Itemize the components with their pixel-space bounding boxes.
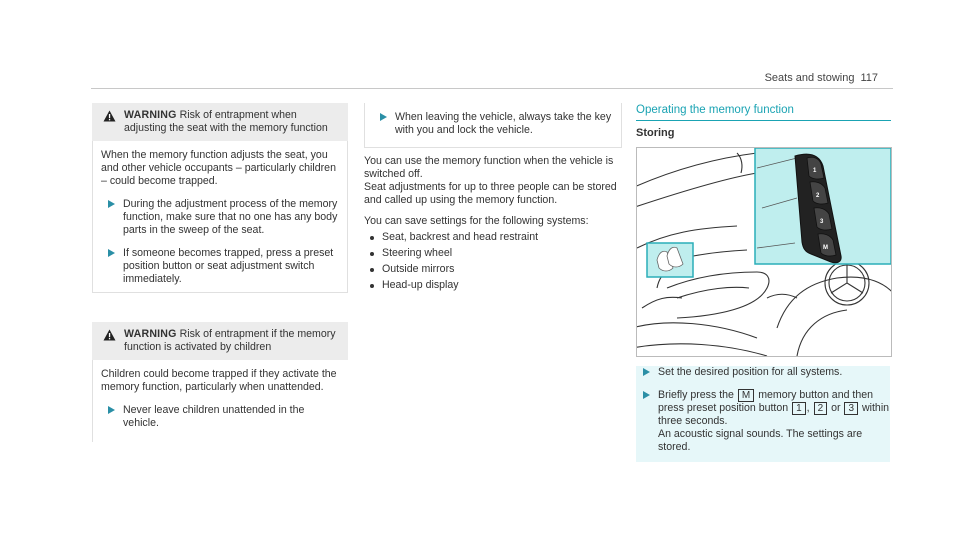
- memory-button-figure: [636, 147, 892, 357]
- door-panel-illustration: [637, 148, 891, 356]
- tip-step: When leaving the vehicle, always take the key with you and lock the vehicle.: [373, 111, 613, 137]
- arrow-icon: [108, 249, 115, 257]
- warning-body: [92, 360, 348, 442]
- preset-key-2: 2: [814, 402, 828, 415]
- section-title: Operating the memory function: [636, 104, 794, 116]
- list-item: Head-up display: [364, 279, 618, 292]
- warning-header: [92, 103, 348, 141]
- header-section: Seats and stowing: [764, 72, 855, 84]
- memory-key: M: [738, 389, 754, 402]
- memory-button-m-label: M: [823, 245, 828, 251]
- memory-intro: You can use the memory function when the vehicle is switched off. Seat adjustments for up to three people can be stored and called up using the memory function. You can save settings for the following systems: Seat, backrest and head restraint Steering wheel Outside mirrors Head-up display: [364, 155, 617, 291]
- arrow-icon: [380, 113, 387, 121]
- warning-step: If someone becomes trapped, press a preset position button or seat adjustment switch immediately.: [101, 247, 339, 286]
- warning-step: Never leave children unattended in the vehicle.: [101, 404, 340, 430]
- preset-key-3: 3: [844, 402, 858, 415]
- storing-step-2: Briefly press the M memory button and then press preset position button 1 , 2 or 3 within three seconds. An acoustic signal sounds. The settings are stored.: [636, 389, 890, 454]
- warning-title: Risk of entrapment when adjusting the seat with the memory function: [124, 109, 328, 134]
- warning-text: Children could become trapped if they activate the memory function, particularly when unattended.: [101, 368, 337, 393]
- memory-button-2-label: 2: [816, 193, 820, 199]
- list-item: Outside mirrors: [364, 263, 618, 276]
- page-number: 117: [860, 72, 878, 84]
- memory-button-1-label: 1: [813, 168, 817, 174]
- storing-steps: [636, 366, 890, 462]
- memory-button-3-label: 3: [820, 219, 824, 225]
- warning-label: WARNING: [124, 328, 177, 340]
- warning-body: [92, 141, 348, 293]
- warning-label: WARNING: [124, 109, 177, 121]
- running-header: [765, 72, 878, 84]
- arrow-icon: [643, 368, 650, 376]
- warning-box-entrapment-children: [92, 322, 348, 442]
- warning-header: [92, 322, 348, 360]
- warning-text: When the memory function adjusts the seat, you and other vehicle occupants – particularly children – could become trapped.: [101, 149, 336, 187]
- storing-step-1: Set the desired position for all systems.: [636, 366, 890, 379]
- subsection-title: Storing: [636, 127, 675, 139]
- warning-icon: [103, 329, 116, 341]
- warning-title: Risk of entrapment if the memory function is activated by children: [124, 328, 336, 353]
- warning-step: During the adjustment process of the memory function, make sure that no one has any body parts in the sweep of the seat.: [101, 198, 339, 237]
- warning-icon: [103, 110, 116, 122]
- arrow-icon: [108, 200, 115, 208]
- preset-key-1: 1: [792, 402, 806, 415]
- list-item: Steering wheel: [364, 247, 618, 260]
- list-item: Seat, backrest and head restraint: [364, 231, 618, 244]
- warning-box-entrapment-seat: [92, 103, 348, 293]
- tip-box: [364, 103, 622, 148]
- arrow-icon: [643, 391, 650, 399]
- section-rule: [636, 120, 891, 121]
- arrow-icon: [108, 406, 115, 414]
- header-rule: [91, 88, 893, 89]
